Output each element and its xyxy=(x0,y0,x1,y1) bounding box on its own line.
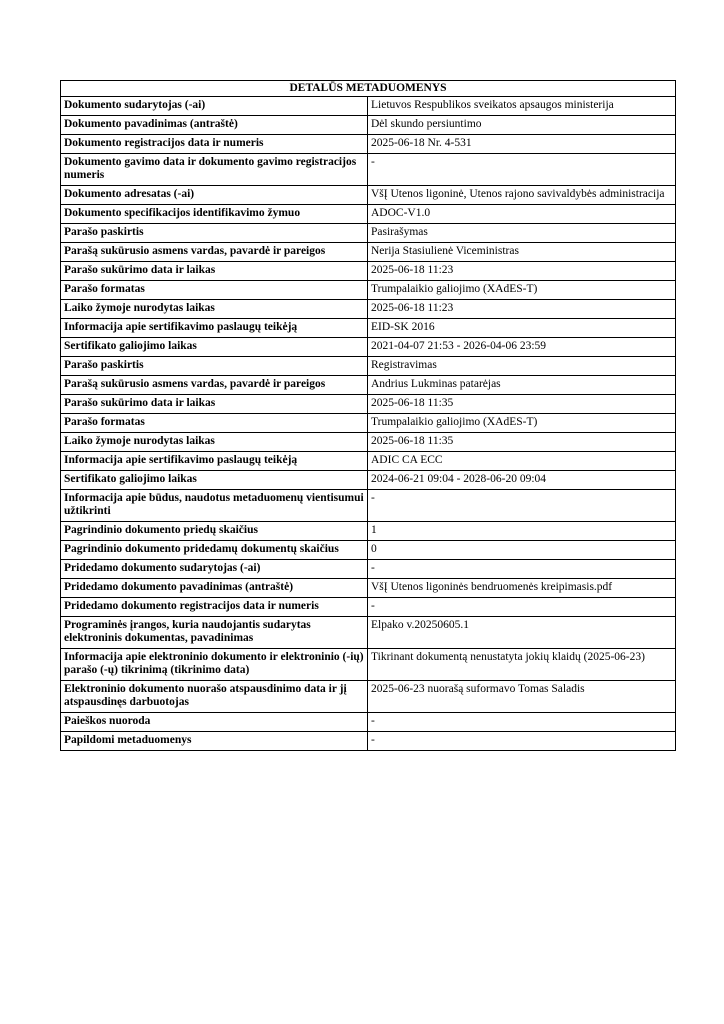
table-row xyxy=(61,433,676,452)
table-title: DETALŪS METADUOMENYS xyxy=(61,81,676,97)
table-row xyxy=(61,376,676,395)
row-label: Parašą sukūrusio asmens vardas, pavardė ir pareigos xyxy=(61,376,368,395)
row-label: Dokumento registracijos data ir numeris xyxy=(61,135,368,154)
table-row xyxy=(61,541,676,560)
row-value: EID-SK 2016 xyxy=(368,319,676,338)
row-value: 0 xyxy=(368,541,676,560)
table-row xyxy=(61,135,676,154)
row-value: 2025-06-18 11:35 xyxy=(368,433,676,452)
row-label: Pridedamo dokumento sudarytojas (-ai) xyxy=(61,560,368,579)
row-value: - xyxy=(368,154,676,186)
row-value: Trumpalaikio galiojimo (XAdES-T) xyxy=(368,281,676,300)
table-row xyxy=(61,617,676,649)
table-row xyxy=(61,154,676,186)
row-label: Dokumento gavimo data ir dokumento gavimo registracijos numeris xyxy=(61,154,368,186)
row-value: 2025-06-18 11:23 xyxy=(368,300,676,319)
table-row xyxy=(61,414,676,433)
row-label: Laiko žymoje nurodytas laikas xyxy=(61,433,368,452)
row-label: Informacija apie elektroninio dokumento ir elektroninio (-ių) parašo (-ų) tikrinimą (tikrinimo data) xyxy=(61,649,368,681)
row-label: Dokumento pavadinimas (antraštė) xyxy=(61,116,368,135)
table-row xyxy=(61,522,676,541)
table-row xyxy=(61,490,676,522)
row-label: Dokumento specifikacijos identifikavimo žymuo xyxy=(61,205,368,224)
table-row xyxy=(61,281,676,300)
table-row xyxy=(61,205,676,224)
table-row xyxy=(61,471,676,490)
table-row xyxy=(61,681,676,713)
row-value: 1 xyxy=(368,522,676,541)
row-label: Parašą sukūrusio asmens vardas, pavardė ir pareigos xyxy=(61,243,368,262)
row-value: ADIC CA ECC xyxy=(368,452,676,471)
table-row xyxy=(61,97,676,116)
row-value: Registravimas xyxy=(368,357,676,376)
row-value: 2021-04-07 21:53 - 2026-04-06 23:59 xyxy=(368,338,676,357)
table-row xyxy=(61,732,676,751)
row-label: Pagrindinio dokumento priedų skaičius xyxy=(61,522,368,541)
table-row xyxy=(61,243,676,262)
row-label: Elektroninio dokumento nuorašo atspausdinimo data ir jį atspausdinęs darbuotojas xyxy=(61,681,368,713)
row-value: - xyxy=(368,560,676,579)
table-row xyxy=(61,598,676,617)
table-row xyxy=(61,319,676,338)
table-row xyxy=(61,649,676,681)
row-value: 2025-06-18 11:35 xyxy=(368,395,676,414)
table-row xyxy=(61,338,676,357)
table-body xyxy=(61,97,676,751)
row-label: Sertifikato galiojimo laikas xyxy=(61,338,368,357)
row-value: - xyxy=(368,490,676,522)
row-label: Dokumento sudarytojas (-ai) xyxy=(61,97,368,116)
row-label: Parašo sukūrimo data ir laikas xyxy=(61,395,368,414)
row-value: 2025-06-18 Nr. 4-531 xyxy=(368,135,676,154)
row-label: Parašo sukūrimo data ir laikas xyxy=(61,262,368,281)
table-row xyxy=(61,262,676,281)
row-value: Tikrinant dokumentą nenustatyta jokių klaidų (2025-06-23) xyxy=(368,649,676,681)
row-value: 2025-06-18 11:23 xyxy=(368,262,676,281)
row-value: - xyxy=(368,713,676,732)
table-row xyxy=(61,579,676,598)
table-row xyxy=(61,357,676,376)
row-value: 2024-06-21 09:04 - 2028-06-20 09:04 xyxy=(368,471,676,490)
row-value: - xyxy=(368,732,676,751)
row-label: Informacija apie sertifikavimo paslaugų teikėją xyxy=(61,319,368,338)
row-value: - xyxy=(368,598,676,617)
row-label: Pagrindinio dokumento pridedamų dokumentų skaičius xyxy=(61,541,368,560)
row-label: Dokumento adresatas (-ai) xyxy=(61,186,368,205)
row-label: Pridedamo dokumento registracijos data ir numeris xyxy=(61,598,368,617)
row-label: Sertifikato galiojimo laikas xyxy=(61,471,368,490)
row-label: Pridedamo dokumento pavadinimas (antraštė) xyxy=(61,579,368,598)
table-row xyxy=(61,713,676,732)
table-row xyxy=(61,116,676,135)
table-row xyxy=(61,395,676,414)
row-label: Informacija apie būdus, naudotus metaduomenų vientisumui užtikrinti xyxy=(61,490,368,522)
row-value: Dėl skundo persiuntimo xyxy=(368,116,676,135)
row-label: Programinės įrangos, kuria naudojantis sudarytas elektroninis dokumentas, pavadinimas xyxy=(61,617,368,649)
row-value: ADOC-V1.0 xyxy=(368,205,676,224)
table-row xyxy=(61,186,676,205)
row-value: Andrius Lukminas patarėjas xyxy=(368,376,676,395)
table-row xyxy=(61,300,676,319)
row-value: VšĮ Utenos ligoninė, Utenos rajono savivaldybės administracija xyxy=(368,186,676,205)
table-row xyxy=(61,560,676,579)
row-value: Nerija Stasiulienė Viceministras xyxy=(368,243,676,262)
row-label: Parašo formatas xyxy=(61,414,368,433)
row-value: 2025-06-23 nuorašą suformavo Tomas Saladis xyxy=(368,681,676,713)
row-label: Parašo paskirtis xyxy=(61,224,368,243)
row-value: VšĮ Utenos ligoninės bendruomenės kreipimasis.pdf xyxy=(368,579,676,598)
table-row xyxy=(61,452,676,471)
row-label: Parašo formatas xyxy=(61,281,368,300)
row-label: Parašo paskirtis xyxy=(61,357,368,376)
row-value: Trumpalaikio galiojimo (XAdES-T) xyxy=(368,414,676,433)
table-header-row xyxy=(61,81,676,97)
table-row xyxy=(61,224,676,243)
row-value: Lietuvos Respublikos sveikatos apsaugos ministerija xyxy=(368,97,676,116)
row-value: Elpako v.20250605.1 xyxy=(368,617,676,649)
row-label: Informacija apie sertifikavimo paslaugų teikėją xyxy=(61,452,368,471)
row-value: Pasirašymas xyxy=(368,224,676,243)
row-label: Paieškos nuoroda xyxy=(61,713,368,732)
metadata-table xyxy=(60,80,676,751)
row-label: Papildomi metaduomenys xyxy=(61,732,368,751)
row-label: Laiko žymoje nurodytas laikas xyxy=(61,300,368,319)
